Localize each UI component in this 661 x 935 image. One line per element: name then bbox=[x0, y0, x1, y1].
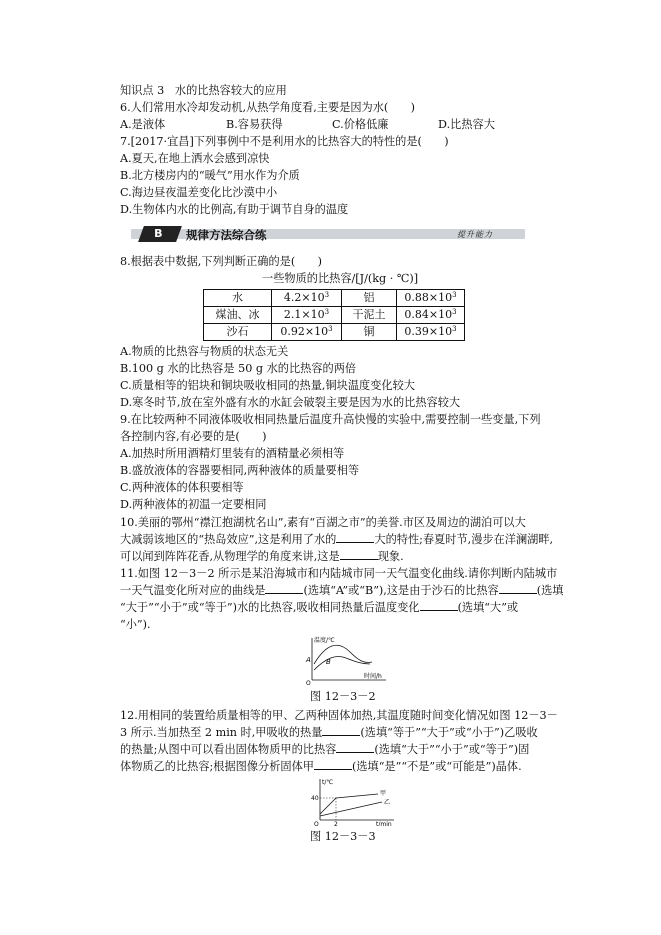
table-cell: $4.2\times 10^3$ bbox=[272, 290, 342, 307]
q10-line3: 可以闻到阵阵花香,从物理学的角度来讲,这是 现象. bbox=[120, 550, 404, 563]
table-cell: 铜 bbox=[342, 324, 397, 341]
q7-option-b[interactable]: B.北方楼房内的“暖气”用水作为介质 bbox=[120, 169, 300, 182]
q8-option-c[interactable]: C.质量相等的铝块和铜块吸收相同的热量,铜块温度变化较大 bbox=[120, 379, 415, 392]
q6-option-c[interactable]: C.价格低廉 bbox=[332, 118, 389, 131]
table-cell: 煤油、冰 bbox=[204, 307, 272, 324]
q8-option-b[interactable]: B.100 g 水的比热容是 50 g 水的比热容的两倍 bbox=[120, 362, 357, 375]
series-yi bbox=[320, 802, 382, 816]
series-jia bbox=[320, 794, 378, 814]
curve-b bbox=[314, 657, 370, 671]
section-banner bbox=[131, 226, 525, 242]
q7-option-d[interactable]: D.生物体内水的比例高,有助于调节自身的温度 bbox=[120, 203, 349, 216]
q6-option-d[interactable]: D.比热容大 bbox=[438, 118, 495, 131]
q12-line4: 体物质乙的比热容;根据图像分析固体甲 (选填“是”“不是”或“可能是”)晶体. bbox=[120, 760, 522, 773]
fig1-label-b: B bbox=[326, 658, 331, 666]
q6-option-b[interactable]: B.容易获得 bbox=[226, 118, 283, 131]
answer-blank[interactable] bbox=[340, 550, 378, 560]
fig1-ylabel: 温度/℃ bbox=[314, 637, 335, 644]
table-cell: 铝 bbox=[342, 290, 397, 307]
banner-tag: 提升能力 bbox=[457, 230, 493, 239]
fig2-x-tick: 2 bbox=[334, 821, 338, 826]
fig2-ylabel: t/℃ bbox=[322, 779, 334, 786]
fig1-origin: O bbox=[306, 680, 311, 686]
table-cell: $2.1\times 10^3$ bbox=[272, 307, 342, 324]
q11-line4: “小”). bbox=[120, 618, 151, 631]
q9-option-d[interactable]: D.两种液体的初温一定要相同 bbox=[120, 498, 267, 511]
q12-line1: 12.用相同的装置给质量相等的甲、乙两种固体加热,其温度随时间变化情况如图 12－3－ bbox=[120, 709, 558, 722]
q8-stem: 8.根据表中数据,下列判断正确的是( ) bbox=[120, 255, 322, 268]
figure-caption: 图 12－3－2 bbox=[310, 690, 376, 703]
table-cell: $0.88\times 10^3$ bbox=[397, 290, 465, 307]
table-cell: 沙石 bbox=[204, 324, 272, 341]
fig1-label-a: A bbox=[306, 656, 311, 664]
answer-blank[interactable] bbox=[420, 601, 458, 611]
figure-12-3-3 bbox=[306, 776, 398, 826]
banner-badge bbox=[138, 226, 182, 242]
fig2-label-yi: 乙 bbox=[384, 799, 391, 806]
q9-stem-line2: 各控制内容,有必要的是( ) bbox=[120, 430, 267, 443]
q11-line2: 一天气温变化所对应的曲线是 (选填“A”或“B”),这是由于沙石的比热容 (选填 bbox=[120, 584, 564, 597]
figure-12-3-2 bbox=[300, 634, 390, 686]
table-row bbox=[204, 324, 465, 341]
section-heading bbox=[120, 84, 287, 98]
curve-a bbox=[314, 645, 372, 664]
table-cell: $0.92\times 10^3$ bbox=[272, 324, 342, 341]
banner-badge-letter: B bbox=[154, 227, 163, 240]
figure-caption: 图 12－3－3 bbox=[310, 830, 376, 843]
table-cell: $0.84\times 10^3$ bbox=[397, 307, 465, 324]
q6-stem: 6.人们常用水冷却发动机,从热学角度看,主要是因为水( ) bbox=[120, 101, 416, 114]
q12-line3: 的热量;从图中可以看出固体物质甲的比热容 (选填“大于”“小于”或“等于”)固 bbox=[120, 743, 530, 756]
answer-blank[interactable] bbox=[322, 726, 360, 736]
q9-option-c[interactable]: C.两种液体的体积要相等 bbox=[120, 481, 244, 494]
section-label: 知识点 3 bbox=[120, 84, 165, 97]
answer-blank[interactable] bbox=[499, 584, 537, 594]
q9-option-b[interactable]: B.盛放液体的容器要相同,两种液体的质量要相等 bbox=[120, 464, 360, 477]
q8-option-a[interactable]: A.物质的比热容与物质的状态无关 bbox=[120, 345, 289, 358]
table-title: 一些物质的比热容/[J/(kg · ℃)] bbox=[262, 272, 419, 285]
table-cell: 干泥土 bbox=[342, 307, 397, 324]
q8-option-d[interactable]: D.寒冬时节,放在室外盛有水的水缸会破裂主要是因为水的比热容较大 bbox=[120, 396, 461, 409]
fig2-label-jia: 甲 bbox=[380, 790, 387, 797]
q9-stem-line1: 9.在比较两种不同液体吸收相同热量后温度升高快慢的实验中,需要控制一些变量,下列 bbox=[120, 413, 541, 426]
answer-blank[interactable] bbox=[314, 760, 352, 770]
section-title: 水的比热容较大的应用 bbox=[174, 84, 287, 97]
q6-option-a[interactable]: A.是液体 bbox=[120, 118, 166, 131]
fig1-xlabel: 时间/h bbox=[364, 673, 382, 680]
q7-stem: 7.[2017·宜昌]下列事例中不是利用水的比热容大的特性的是( ) bbox=[120, 135, 449, 148]
answer-blank[interactable] bbox=[336, 533, 374, 543]
q7-option-c[interactable]: C.海边昼夜温差变化比沙漠中小 bbox=[120, 186, 278, 199]
q10-line1: 10.美丽的鄂州“襟江抱湖枕名山”,素有“百湖之市”的美誉.市区及周边的湖泊可以大 bbox=[120, 516, 526, 529]
fig2-xlabel: t/min bbox=[376, 821, 392, 826]
q11-line1: 11.如图 12－3－2 所示是某沿海城市和内陆城市同一天气温变化曲线.请你判断内陆城市 bbox=[120, 567, 558, 580]
banner-title: 规律方法综合练 bbox=[186, 228, 267, 242]
q11-line3: “大于”“小于”或“等于”)水的比热容,吸收相同热量后温度变化 (选填“大”或 bbox=[120, 601, 519, 614]
q7-option-a[interactable]: A.夏天,在地上洒水会感到凉快 bbox=[120, 152, 270, 165]
q12-line2: 3 所示.当加热至 2 min 时,甲吸收的热量 (选填“等于”“大于”或“小于”)乙吸收 bbox=[120, 726, 538, 739]
fig2-origin: O bbox=[314, 821, 319, 826]
answer-blank[interactable] bbox=[336, 743, 374, 753]
table-cell: $0.39\times 10^3$ bbox=[397, 324, 465, 341]
q10-line2: 大减弱该地区的“热岛效应”,这是利用了水的 大的特性;春夏时节,漫步在洋澜湖畔, bbox=[120, 533, 554, 546]
table-row bbox=[204, 290, 465, 307]
table-row bbox=[204, 307, 465, 324]
table-cell: 水 bbox=[204, 290, 272, 307]
q9-option-a[interactable]: A.加热时所用酒精灯里装有的酒精量必须相等 bbox=[120, 447, 345, 460]
answer-blank[interactable] bbox=[265, 584, 303, 594]
specific-heat-table bbox=[203, 289, 465, 341]
fig2-y-tick: 40 bbox=[311, 795, 319, 802]
